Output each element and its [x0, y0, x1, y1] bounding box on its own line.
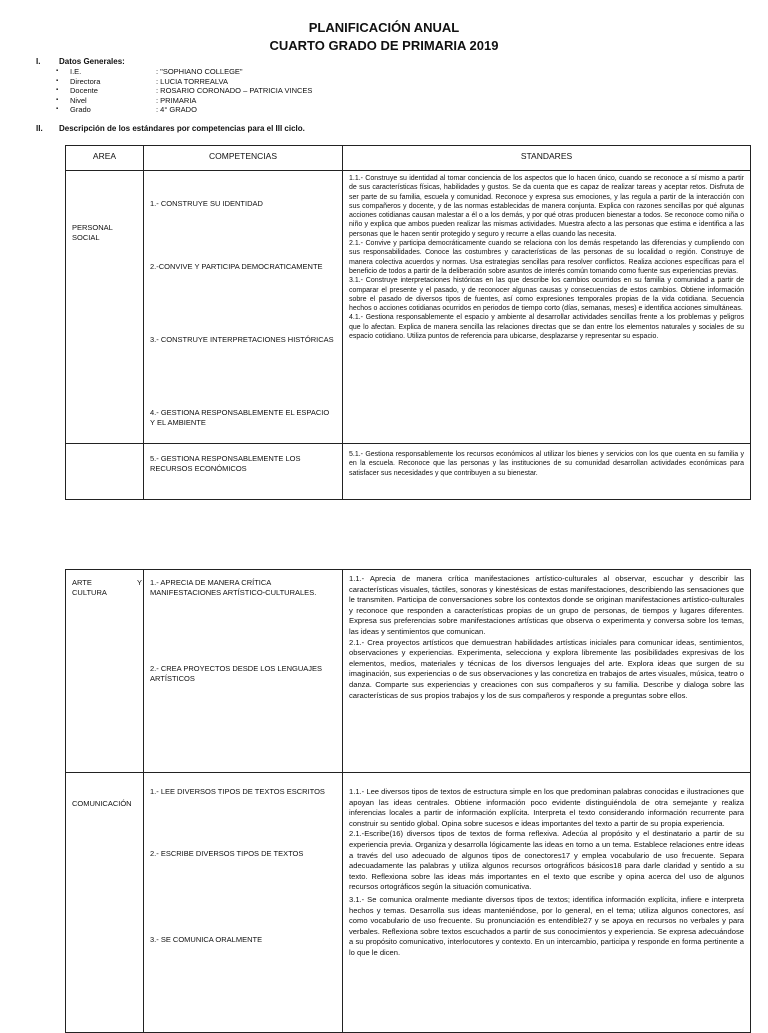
- standard-2-1: 2.1.- Convive y participa democráticamente cuando se relaciona con los demás respetando las diferencias y cumpliendo con sus responsabilidades. Conoce las costumbres y características de las personas de su localidad o región. Construye de manera colectiva acuerdos y normas. Usa estrategias sencillas para resolver conflictos. Realiza acciones específicas para el beneficio de todos a partir de la deliberación sobre asuntos de interés común tomando como fuente sus experiencias previas.: [349, 240, 744, 275]
- document-title: PLANIFICACIÓN ANUAL: [308, 20, 460, 35]
- general-data-row: [56, 86, 312, 96]
- header-competencias: [144, 146, 343, 171]
- competencia-arte-2: 2.- CREA PROYECTOS DESDE LOS LENGUAJES ARTÍSTICOS: [150, 664, 322, 683]
- area-y-word: Y: [136, 578, 142, 587]
- standard-4-1: 4.1.- Gestiona responsablemente el espacio y ambiente al desarrollar actividades sencillas frente a los problemas y peligros que lo afectan. Explica de manera sencilla las relaciones directas que se dan entre los elementos naturales y sociales de su espacio cotidiano. Utiliza puntos de referencia para ubicarse, desplazarse y representar su espacio.: [349, 314, 744, 341]
- general-data-row: [56, 105, 312, 115]
- standares-cell: [343, 773, 751, 1033]
- standard-1-1: 1.1.- Construye su identidad al tomar conciencia de los aspectos que lo hacen único, cuando se reconoce a sí mismo a partir de sus características físicas, habilidades y gustos. Se da cuenta que es capaz de realizar tareas y aceptar retos. Disfruta de ser parte de su familia, escuela y comunidad. Reconoce y expresa sus emociones, y las regula a partir de la interacción con sus compañeros y docente, y de las normas establecidas de manera conjunta. Explica con razones sencillas por qué algunas acciones cotidianas causan malestar a él o a los demás, y por qué otras producen bienestar a todos. Se reconoce como niña o niño y explica que ambos pueden realizar las mismas actividades. Muestra afecto a las personas que estima e identifica a las personas que le hacen sentir protegido y seguro y recurre a ellas cuando las necesita.: [349, 175, 744, 238]
- standards-table-1: [65, 145, 751, 500]
- general-data-value: : ROSARIO CORONADO – PATRICIA VINCES: [156, 86, 313, 96]
- standares-cell: [343, 570, 751, 773]
- general-data-value: : PRIMARIA: [156, 95, 197, 105]
- general-data-row: [56, 67, 312, 77]
- area-arte-word: ARTE: [72, 578, 92, 587]
- header-area: [66, 146, 144, 171]
- header-competencias-label: COMPETENCIAS: [208, 151, 277, 161]
- standards-table-2: [65, 569, 751, 1033]
- area-comunicacion: COMUNICACIÓN: [72, 799, 132, 808]
- section-2-number: II.: [36, 124, 43, 133]
- competencias-cell: [144, 570, 343, 773]
- section-2-title: Descripción de los estándares por competencias para el III ciclo.: [59, 124, 305, 133]
- general-data-label: Nivel: [70, 95, 87, 105]
- competencia-com-1: 1.- LEE DIVERSOS TIPOS DE TEXTOS ESCRITOS: [150, 787, 325, 796]
- table-header-row: [66, 146, 751, 171]
- general-data-label: Grado: [70, 105, 91, 115]
- general-data-list: [56, 67, 312, 115]
- competencia-5: 5.- GESTIONA RESPONSABLEMENTE LOS RECURSOS ECONÓMICOS: [150, 454, 301, 473]
- bullet-icon: ▪: [56, 96, 59, 103]
- general-data-value: : 4° GRADO: [156, 105, 197, 115]
- bullet-icon: ▪: [56, 68, 59, 74]
- competencia-com-2: 2.- ESCRIBE DIVERSOS TIPOS DE TEXTOS: [150, 849, 304, 858]
- bullet-icon: ▪: [56, 87, 59, 94]
- table-row: [66, 570, 751, 773]
- area-cell: [66, 171, 144, 444]
- competencias-cell: [144, 444, 343, 500]
- bullet-icon: ▪: [56, 106, 59, 113]
- area-cultura-word: CULTURA: [72, 588, 107, 597]
- standard-arte-2-1: 2.1.- Crea proyectos artísticos que demuestran habilidades artísticas iniciales para comunicar ideas, sentimientos, observaciones y experiencias. Experimenta, selecciona y explora libremente las posibilidades expresivas de los elementos, medios, materiales y técnicas de los diversos lenguajes del arte. Explora ideas que surgen de su imaginación, sus experiencias o de sus observaciones y las concretiza en trabajos de artes visuales, música, teatro o danza. Comparte sus experiencias y creaciones con sus compañeros y su familia. Describe y dialoga sobre las características de sus propios trabajos y los de sus compañeros y responde a preguntas sobre ellos.: [349, 637, 744, 700]
- header-standares-label: STANDARES: [520, 151, 573, 161]
- competencia-4: 4.- GESTIONA RESPONSABLEMENTE EL ESPACIO Y EL AMBIENTE: [150, 408, 330, 427]
- standard-com-2-1: 2.1.-Escribe(16) diversos tipos de textos de forma reflexiva. Adecúa al propósito y el destinatario a partir de su experiencia previa. Organiza y desarrolla lógicamente las ideas en torno a un tema. Establece relaciones entre ideas a través del uso adecuado de algunos tipos de conectores17 y emplea vocabulario de uso frecuente. Separa adecuadamente las palabras y utiliza algunos recursos ortográficos básicos18 para darle claridad y sentido a su texto. Reflexiona sobre las ideas más importantes en el texto que escribe y opina acerca del uso de algunos recursos ortográficos según la situación comunicativa.: [349, 829, 744, 892]
- standares-cell: [343, 171, 751, 444]
- general-data-label: Docente: [70, 86, 98, 96]
- section-1-title: Datos Generales:: [59, 57, 125, 66]
- standard-3-1: 3.1.- Construye interpretaciones históricas en las que describe los cambios ocurridos en su familia y comunidad a partir de comparar el presente y el pasado, y de reconocer algunas causas y consecuencias de estos cambios. Obtiene información sobre el pasado de diversos tipos de fuentes, así como expresiones temporales propias de la vida cotidiana. Secuencia hechos o acciones cotidianas ocurridos en periodos de tiempo corto (días, semanas, meses) e identifica acciones simultáneas.: [349, 277, 744, 313]
- standard-arte-1-1: 1.1.- Aprecia de manera crítica manifestaciones artístico-culturales al observar, escuchar y describir las características visuales, táctiles, sonoras y kinestésicas de estas manifestaciones, describiendo las sensaciones que le transmiten. Participa de conversaciones sobre los contextos donde se originan manifestaciones artístico-culturales y reconoce que responden a características propias de un grupo de personas, de tiempos y lugares diferentes. Expresa sus preferencias sobre manifestaciones artísticas que observa o experimenta y conversa sobre los temas, las ideas y sentimientos que comunican.: [349, 574, 744, 636]
- competencia-1: 1.- CONSTRUYE SU IDENTIDAD: [150, 199, 263, 208]
- header-area-label: AREA: [92, 151, 117, 161]
- bullet-icon: ▪: [56, 77, 59, 84]
- competencia-3: 3.- CONSTRUYE INTERPRETACIONES HISTÓRICAS: [150, 335, 334, 344]
- competencia-arte-1: 1.- APRECIA DE MANERA CRÍTICA MANIFESTACIONES ARTÍSTICO-CULTURALES.: [150, 578, 317, 597]
- area-cell: [66, 570, 144, 773]
- competencias-cell: [144, 773, 343, 1033]
- general-data-label: I.E.: [70, 67, 82, 76]
- document-subtitle: CUARTO GRADO DE PRIMARIA 2019: [269, 38, 499, 53]
- area-arte-line: [72, 578, 142, 588]
- table-row: [66, 171, 751, 444]
- general-data-row: [56, 77, 312, 87]
- table-row: [66, 773, 751, 1033]
- standard-com-1-1: 1.1.- Lee diversos tipos de textos de estructura simple en los que predominan palabras conocidas e ilustraciones que apoyan las ideas centrales. Obtiene información poco evidente distinguiéndola de otra semejante y realiza inferencias locales a partir de información explícita. Interpreta el texto considerando información recurrente para construir su sentido global. Opina sobre sucesos e ideas importantes del texto a partir de su propia experiencia.: [349, 787, 744, 828]
- standares-cell: [343, 444, 751, 500]
- general-data-value: : LUCIA TORREALVA: [156, 76, 228, 86]
- general-data-value: : "SOPHIANO COLLEGE": [156, 67, 243, 76]
- standard-com-3-1: 3.1.- Se comunica oralmente mediante diversos tipos de textos; identifica información explícita, infiere e interpreta hechos y temas. Desarrolla sus ideas manteniéndose, por lo general, en el tema; utiliza algunos conectores, así como vocabulario de uso frecuente. Su pronunciación es entendible27 y se apoya en recursos no verbales y para verbales. Reflexiona sobre textos escuchados a partir de sus conocimientos y experiencia. Se expresa adecuándose a su propósito comunicativo, interlocutores y contexto. En un intercambio, participa y responde en forma pertinente a lo que le dicen.: [349, 894, 744, 957]
- competencia-com-3: 3.- SE COMUNICA ORALMENTE: [150, 935, 263, 944]
- general-data-row: [56, 96, 312, 106]
- section-1-number: I.: [36, 57, 41, 66]
- header-standares: [343, 146, 751, 171]
- area-cell: [66, 444, 144, 500]
- standard-5-1: 5.1.- Gestiona responsablemente los recursos económicos al utilizar los bienes y servicios con los que cuenta en su familia y en la escuela. Reconoce que las personas y las instituciones de su comunidad desarrollan actividades económicas para satisfacer sus necesidades y que contribuyen a su bienestar.: [349, 451, 744, 477]
- table-row: [66, 444, 751, 500]
- area-cell: [66, 773, 144, 1033]
- competencia-2: 2.-CONVIVE Y PARTICIPA DEMOCRATICAMENTE: [150, 262, 323, 271]
- general-data-label: Directora: [70, 76, 101, 86]
- competencias-cell: [144, 171, 343, 444]
- area-personal-social: PERSONAL SOCIAL: [72, 223, 113, 242]
